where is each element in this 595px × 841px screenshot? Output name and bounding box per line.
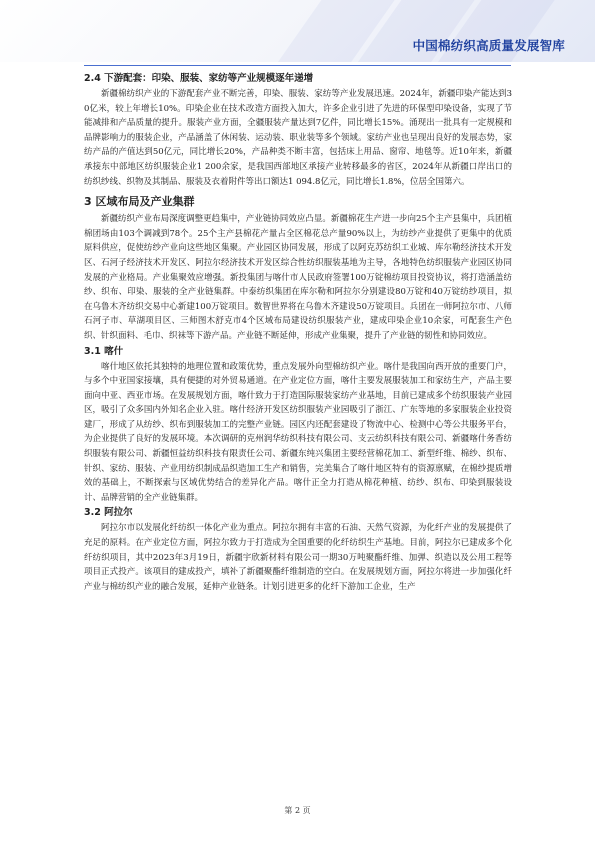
paragraph: 阿拉尔市以发展化纤纺织一体化产业为重点。阿拉尔拥有丰富的石油、天然气资源，为化纤产业的发展提供了充足的原料。在产业定位方面，阿拉尔致力于打造成为全国重要的化纤纺织生产基地。目前，阿拉尔已建成多个化纤纺织项目，其中2023年3月19日，新疆宇欣新材料有限公司一期30万吨聚酯纤维、加弹、织造以及公用工程等项目正式投产。该项目的建成投产，填补了新疆聚酯纤维制造的空白。在发展规划方面，阿拉尔将进一步加强化纤产业与棉纺织产业的融合发展，延伸产业链条。计划引进更多的化纤下游加工企业，生产 xyxy=(84,523,512,592)
section-kashgar xyxy=(84,345,512,506)
section-regional-layout xyxy=(84,194,512,343)
page-header xyxy=(0,0,595,62)
header-divider xyxy=(84,65,511,66)
section-heading: 3.1 喀什 xyxy=(84,345,124,357)
document-body xyxy=(84,72,512,595)
section-heading: 3.2 阿拉尔 xyxy=(84,507,133,519)
section-heading: 3 区域布局及产业集群 xyxy=(84,195,195,209)
section-alar xyxy=(84,506,512,594)
page-number: 第 2 页 xyxy=(284,806,311,815)
paragraph: 喀什地区依托其独特的地理位置和政策优势，重点发展外向型棉纺织产业。喀什是我国向西开放的重要门户，与多个中亚国家接壤，具有便捷的对外贸易通道。在产业定位方面，喀什主要发展服装加工和家纺生产，产品主要面向中亚、西亚市场。在发展规划方面，喀什致力于打造国际服装家纺产业基地，目前已建成多个纺织服装产业园区，吸引了众多国内外知名企业入驻。喀什经济开发区纺织服装产业园吸引了浙江、广东等地的多家服装企业投资建厂，形成了从纺纱、织布到服装加工的完整产业链。园区内还配套建设了物流中心、检测中心等公共服务平台，为企业提供了良好的发展环境。本次调研的克州润华纺织科技有限公司、支云纺织科技有限公司、新疆喀什务香纺织服装有限公司、新疆恒益纺织科技有限责任公司、新疆东纯兴集团主要经营棉花加工、新型纤维、棉纱、织布、针织、家纺、服装、产业用纺织制成品织造加工生产和销售，完美集合了喀什地区特有的资源禀赋，在棉纱提质增效的基础上，不断探索与区域优势结合的差异化产品。喀什正全力打造从棉花种植、纺纱、织布、印染到服装设计、品牌营销的全产业链集群。 xyxy=(84,361,512,503)
header-title: 中国棉纺织高质量发展智库 xyxy=(412,38,565,53)
paragraph: 新疆纺织产业布局深度调整更趋集中，产业链协同效应凸显。新疆棉花生产进一步向25个主产县集中，兵团植棉团场由103个调减到78个。25个主产县棉花产量占全区棉花总产量90%以上，为纺纱产业提供了更集中的优质原料供应，促使纺纱产业向这些地区集聚。产业园区协同发展，形成了以阿克苏纺织工业城、库尔勒经济技术开发区、石河子经济技术开发区、阿拉尔经济技术开发区综合性纺织服装基地为主导，各地特色纺织服装产业园区协同发展的产业格局。产业集聚效应增强。新投集团与喀什市人民政府签署100万锭棉纺项目投资协议，将打造涵盖纺纱、织布、印染、服装的全产业链集群。中泰纺织集团在库尔勒和阿拉尔分别建设80万锭和40万锭纺纱项目，拟在乌鲁木齐纺织交易中心新建100万锭项目。数智世界将在乌鲁木齐建设50万锭项目。兵团在一师阿拉尔市、八师石河子市、草湖项目区、三师图木舒克市4个区域布局建设纺织服装产业，建成印染企业10余家，可配套生产色织、针织面料、毛巾、织袜等下游产品。产业链不断延伸，形成产业集聚，提升了产业链的韧性和协同效应。 xyxy=(84,214,512,341)
section-heading: 2.4 下游配套：印染、服装、家纺等产业规模逐年递增 xyxy=(84,73,314,84)
section-downstream xyxy=(84,72,512,189)
paragraph: 新疆棉纺织产业的下游配套产业不断完善，印染、服装、家纺等产业发展迅速。2024年，新疆印染产能达到30亿米，较上年增长10%。印染企业在技术改造方面投入加大，许多企业引进了先进的环保型印染设备，实现了节能减排和产品质量的提升。服装产业方面，全疆服装产量达到7亿件，同比增长15%。涌现出一批具有一定规模和品牌影响力的服装企业，产品涵盖了休闲装、运动装、职业装等多个领域。家纺产业也呈现出良好的发展态势，家纺产品的产值达到50亿元，同比增长20%，产品种类不断丰富，包括床上用品、窗帘、地毯等。近10年来，新疆承接东中部地区纺织服装企业1 200余家，是我国西部地区承接产业转移最多的省区，2024年从新疆口岸出口的纺织纱线、织物及其制品、服装及衣着附件等出口额达1 094.8亿元，同比增长1.8%，位居全国第六。 xyxy=(84,89,512,187)
